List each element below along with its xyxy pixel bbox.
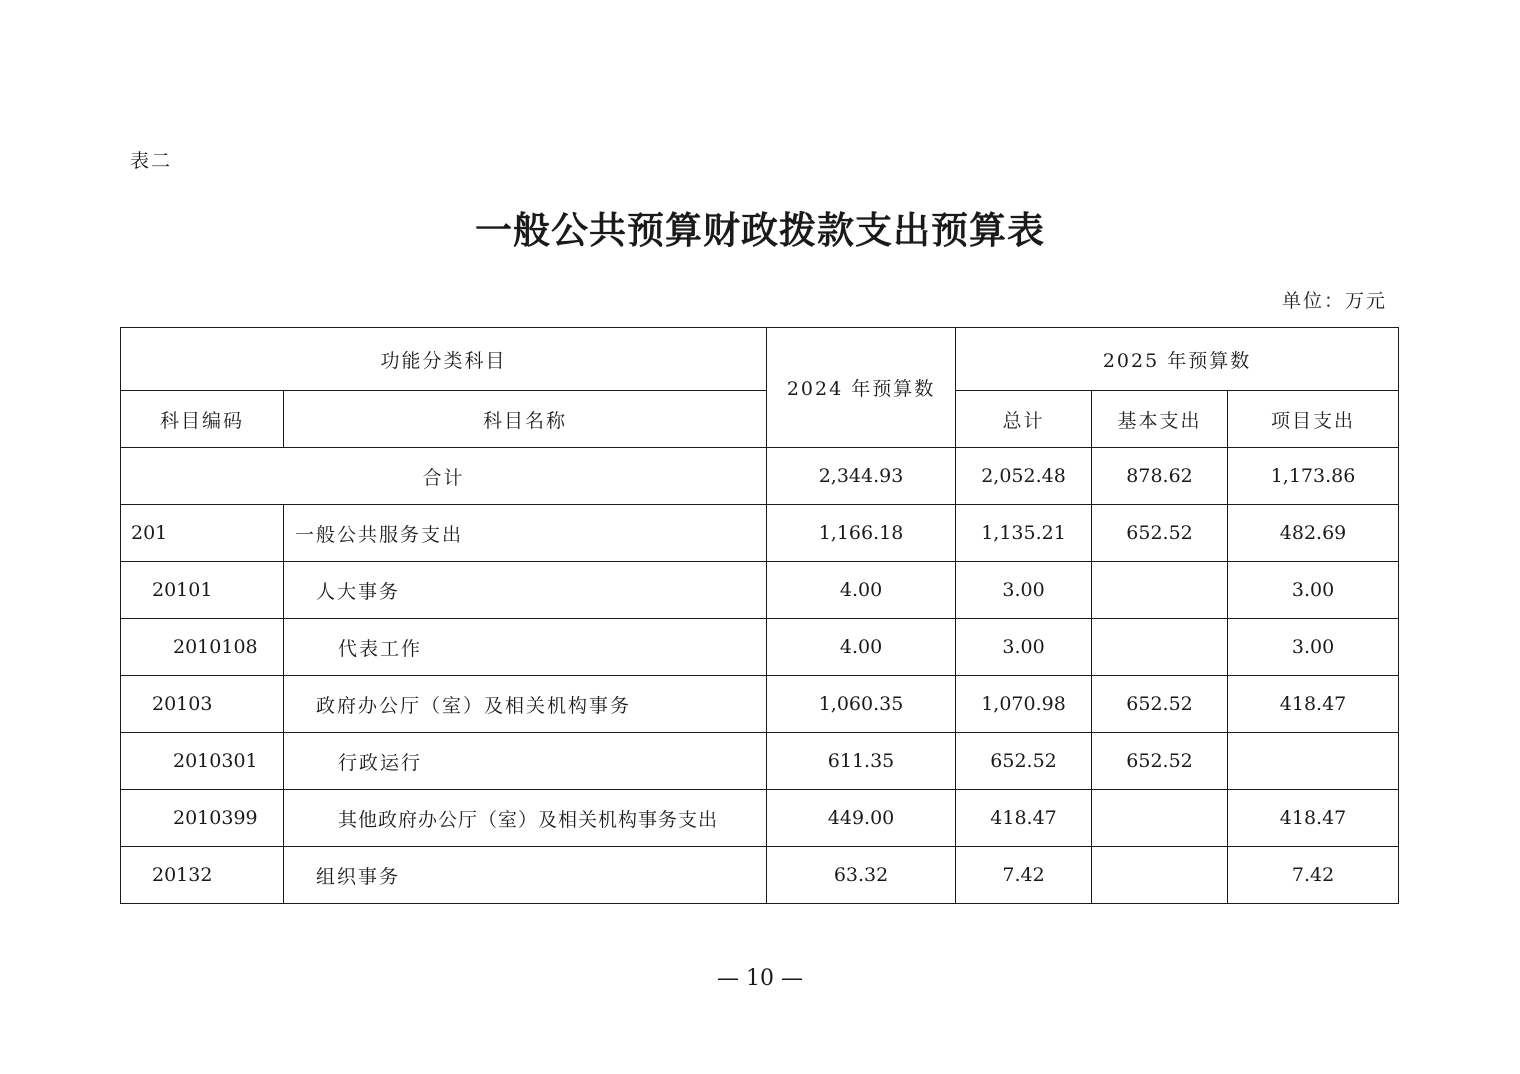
row-project: 3.00	[1228, 562, 1399, 619]
table-row	[121, 505, 1399, 562]
page-number: — 10 —	[717, 966, 803, 991]
row-2024: 449.00	[767, 790, 956, 847]
row-basic: 652.52	[1092, 676, 1228, 733]
row-project: 3.00	[1228, 619, 1399, 676]
header-2024-budget: 2024 年预算数	[767, 328, 956, 448]
row-total: 7.42	[956, 847, 1092, 904]
row-code: 20101	[121, 562, 284, 619]
row-basic: 652.52	[1092, 505, 1228, 562]
row-basic	[1092, 790, 1228, 847]
row-name: 其他政府办公厅（室）及相关机构事务支出	[284, 790, 767, 847]
table-row	[121, 847, 1399, 904]
row-total: 3.00	[956, 619, 1092, 676]
table-row	[121, 733, 1399, 790]
row-name: 行政运行	[284, 733, 767, 790]
table-label: 表二	[130, 150, 173, 172]
row-name: 组织事务	[284, 847, 767, 904]
row-2024: 4.00	[767, 562, 956, 619]
total-row	[121, 448, 1399, 505]
row-2024: 4.00	[767, 619, 956, 676]
header-function-category: 功能分类科目	[121, 328, 767, 391]
total-2025-basic: 878.62	[1092, 448, 1228, 505]
row-total: 652.52	[956, 733, 1092, 790]
header-name: 科目名称	[284, 391, 767, 448]
row-2024: 63.32	[767, 847, 956, 904]
row-basic: 652.52	[1092, 733, 1228, 790]
header-code: 科目编码	[121, 391, 284, 448]
row-project: 418.47	[1228, 676, 1399, 733]
row-code: 20132	[121, 847, 284, 904]
row-2024: 611.35	[767, 733, 956, 790]
header-row-1	[121, 328, 1399, 391]
row-basic	[1092, 619, 1228, 676]
row-2024: 1,060.35	[767, 676, 956, 733]
row-project: 7.42	[1228, 847, 1399, 904]
header-project: 项目支出	[1228, 391, 1399, 448]
row-code: 201	[121, 505, 284, 562]
row-2024: 1,166.18	[767, 505, 956, 562]
budget-table	[120, 327, 1399, 904]
table-row	[121, 676, 1399, 733]
row-basic	[1092, 847, 1228, 904]
row-name: 人大事务	[284, 562, 767, 619]
total-2025-total: 2,052.48	[956, 448, 1092, 505]
row-project	[1228, 733, 1399, 790]
total-2025-project: 1,173.86	[1228, 448, 1399, 505]
row-project: 418.47	[1228, 790, 1399, 847]
table-row	[121, 619, 1399, 676]
row-code: 2010108	[121, 619, 284, 676]
table-row	[121, 790, 1399, 847]
row-code: 2010301	[121, 733, 284, 790]
unit-note: 单位：万元	[1281, 290, 1387, 312]
total-2024: 2,344.93	[767, 448, 956, 505]
table-row	[121, 562, 1399, 619]
row-code: 20103	[121, 676, 284, 733]
row-total: 1,070.98	[956, 676, 1092, 733]
header-2025-budget: 2025 年预算数	[956, 328, 1399, 391]
row-total: 1,135.21	[956, 505, 1092, 562]
page-title: 一般公共预算财政拨款支出预算表	[475, 208, 1045, 252]
total-label: 合计	[121, 448, 767, 505]
row-project: 482.69	[1228, 505, 1399, 562]
row-total: 418.47	[956, 790, 1092, 847]
row-name: 代表工作	[284, 619, 767, 676]
row-basic	[1092, 562, 1228, 619]
header-row-2	[121, 391, 1399, 448]
header-total: 总计	[956, 391, 1092, 448]
header-basic: 基本支出	[1092, 391, 1228, 448]
row-total: 3.00	[956, 562, 1092, 619]
row-code: 2010399	[121, 790, 284, 847]
row-name: 政府办公厅（室）及相关机构事务	[284, 676, 767, 733]
row-name: 一般公共服务支出	[284, 505, 767, 562]
